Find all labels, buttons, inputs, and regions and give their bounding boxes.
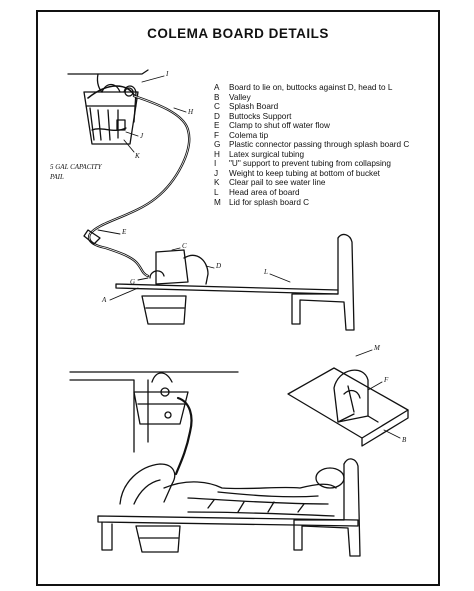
legend-text: Lid for splash board C [229, 197, 310, 207]
legend-text: Plastic connector passing through splash board C [229, 140, 410, 150]
legend-text: Clamp to shut off water flow [229, 121, 330, 131]
callout-m: M [374, 344, 380, 352]
page-title: COLEMA BOARD DETAILS [147, 26, 329, 41]
board-assembly-top [116, 235, 354, 330]
legend-key: L [214, 188, 219, 198]
legend-text: Clear pail to see water line [229, 178, 326, 188]
legend-text: Buttocks Support [229, 111, 292, 121]
legend-key: C [214, 102, 220, 112]
pail-note: 5 GAL CAPACITY PAIL [50, 163, 102, 181]
legend-text: Valley [229, 92, 251, 102]
callout-leaders-detail [356, 350, 400, 438]
legend-text: Board to lie on, buttocks against D, head to L [229, 83, 393, 92]
callout-f: F [384, 376, 389, 384]
legend-text: "U" support to prevent tubing from collapsing [229, 159, 391, 169]
detail-inset [288, 368, 408, 446]
legend-key: M [214, 197, 221, 207]
legend-key: F [214, 130, 220, 140]
legend-key: I [214, 159, 217, 169]
legend-key: H [214, 149, 220, 159]
legend-key: G [214, 140, 221, 150]
callout-e: E [122, 228, 127, 236]
pail-hanger [68, 70, 148, 92]
legend-key: J [214, 168, 219, 178]
legend-key: E [214, 121, 220, 131]
callout-leaders-top [98, 76, 290, 300]
legend-text: Colema tip [229, 130, 269, 140]
callout-b: B [402, 436, 407, 444]
callout-i: I [166, 70, 169, 78]
legend-key: D [214, 111, 220, 121]
legend-text: Splash Board [229, 102, 279, 112]
callout-j: J [140, 132, 144, 140]
callout-d: D [216, 262, 222, 270]
callout-h: H [188, 108, 194, 116]
callout-c: C [182, 242, 187, 250]
diagram-sheet [36, 10, 440, 586]
legend-key: B [214, 92, 220, 102]
legend-key: A [214, 83, 220, 92]
callout-l: L [264, 268, 268, 276]
legend-key: K [214, 178, 220, 188]
clamp-e [84, 230, 100, 244]
pail-upper [84, 86, 138, 144]
wall-corner [70, 372, 238, 452]
legend-text: Weight to keep tubing at bottom of bucket [229, 168, 380, 178]
colema-line-drawing [38, 12, 438, 584]
callout-a: A [102, 296, 107, 304]
callout-g: G [130, 278, 136, 286]
legend-text: Latex surgical tubing [229, 149, 305, 159]
callout-k: K [135, 152, 140, 160]
person-on-board [120, 464, 344, 516]
legend-text: Head area of board [229, 188, 300, 198]
